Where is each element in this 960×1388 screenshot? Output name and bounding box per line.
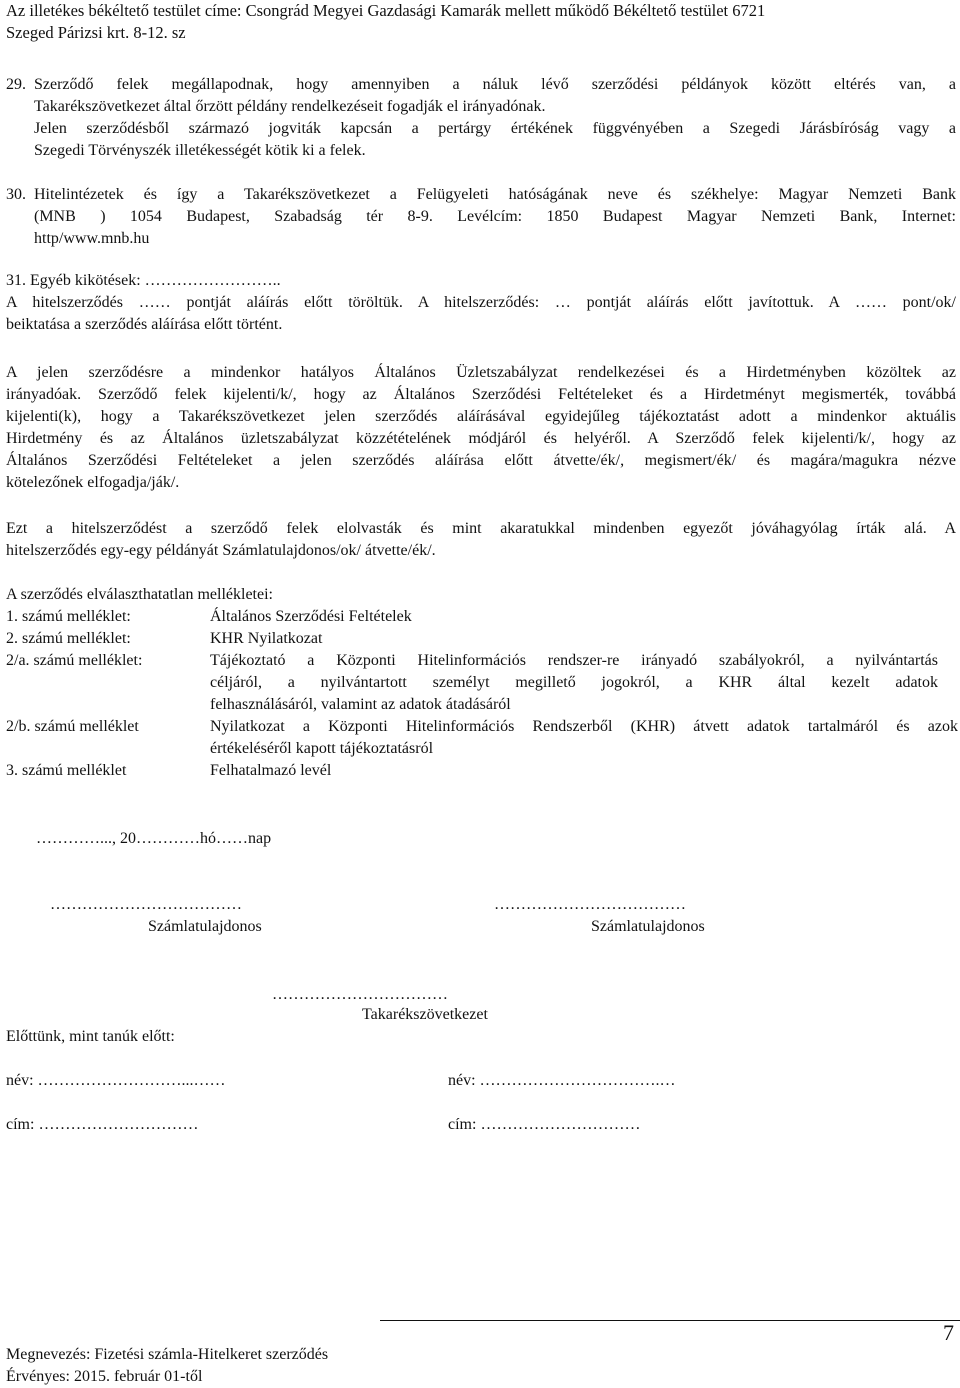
paragraph-line: Szerződő felek megállapodnak, hogy amennyiben a náluk lévő szerződési példányok között eltérés van, a (34, 76, 956, 93)
paragraph-line: Ezt a hitelszerződést a szerződő felek elolvasták és mint akaratukkal mindenben egyezőt jóváhagyólag írták alá. A (6, 520, 956, 537)
section-number: 30. (6, 186, 26, 203)
paragraph-line: http/www.mnb.hu (34, 230, 150, 247)
paragraph-line: Általános Szerződési Feltételeket a jelen szerződés aláírása előtt átvette/ék/, megismert/ék/ és magára/magukra nézve (6, 452, 956, 469)
witness-name-field: név: …………………………….… (448, 1072, 676, 1089)
paragraph-line: beiktatása a szerződés aláírása előtt történt. (6, 316, 283, 333)
annex-number: 2/a. számú melléklet: (6, 652, 143, 669)
signature-line: ……………………………… (50, 896, 242, 913)
paragraph-line: 31. Egyéb kikötések: …………………….. (6, 272, 281, 289)
annex-text: Nyilatkozat a Központi Hitelinformációs Rendszerből (KHR) átvett adatok tartalmáról és azok (210, 718, 958, 735)
annex-number: 2/b. számú melléklet (6, 718, 139, 735)
footer-divider (380, 1320, 960, 1321)
annex-text: Felhatalmazó levél (210, 762, 332, 779)
witness-intro: Előttünk, mint tanúk előtt: (6, 1028, 175, 1045)
page-number: 7 (943, 1320, 954, 1345)
annex-text: KHR Nyilatkozat (210, 630, 323, 647)
annex-text: céljáról, a nyilvántartott személyt megillető jogokról, a KHR által kezelt adatok (210, 674, 938, 691)
paragraph-line: hitelszerződés egy-egy példányát Számlatulajdonos/ok/ átvette/ék/. (6, 542, 436, 559)
annex-number: 3. számú melléklet (6, 762, 127, 779)
paragraph-line: A jelen szerződésre a mindenkor hatályos Általános Üzletszabályzat rendelkezései és a Hirdetményben közöltek az (6, 364, 956, 381)
paragraph-line: Hirdetmény és az Általános üzletszabályzat közzétételének módjáról és helyéről. A Szerződő felek kijelenti/k/, hogy az (6, 430, 956, 447)
paragraph-line: kijelenti(k), hogy a Takarékszövetkezet jelen szerződés aláírásával egyidejűleg tájékoztatást adott a mindenkor aktuális (6, 408, 956, 425)
paragraph-line: Takarékszövetkezet által őrzött példány rendelkezéseit fogadják el irányadónak. (34, 98, 546, 115)
annex-title: A szerződés elválaszthatatlan mellékletei: (6, 586, 273, 603)
paragraph-line: (MNB ) 1054 Budapest, Szabadság tér 8-9. Levélcím: 1850 Budapest Magyar Nemzeti Bank, Internet: (34, 208, 956, 225)
paragraph-line: irányadóak. Szerződő felek kijelenti/k/, hogy az Általános Szerződési Feltételeket és a Hirdetményt megismerték, továbbá (6, 386, 956, 403)
paragraph-line: kötelezőnek elfogadja/ják/. (6, 474, 180, 491)
signature-label: Számlatulajdonos (148, 918, 262, 935)
annex-text: Tájékoztató a Központi Hitelinformációs rendszer-re irányadó szabályokról, a nyilvántartás (210, 652, 938, 669)
header-line-1: Az illetékes békéltető testület címe: Csongrád Megyei Gazdasági Kamarák mellett működő Békéltető testület 6721 (6, 1, 766, 20)
annex-text: értékeléséről kapott tájékoztatásról (210, 740, 434, 757)
annex-number: 2. számú melléklet: (6, 630, 131, 647)
paragraph-line: Szegedi Törvényszék illetékességét kötik ki a felek. (34, 142, 366, 159)
witness-name-field: név: ………………………...…… (6, 1072, 226, 1089)
footer-validity: Érvényes: 2015. február 01-től (6, 1368, 203, 1385)
annex-number: 1. számú melléklet: (6, 608, 131, 625)
annex-text: felhasználásáról, valamint az adatok átadásáról (210, 696, 511, 713)
annex-text: Általános Szerződési Feltételek (210, 608, 412, 625)
paragraph-line: A hitelszerződés …… pontját aláírás előtt töröltük. A hitelszerződés: … pontját aláírás előtt javítottuk. A …… pont/ok/ (6, 294, 956, 311)
section-number: 29. (6, 76, 26, 93)
signature-label: Takarékszövetkezet (362, 1006, 488, 1023)
page-header (6, 0, 950, 44)
witness-address-field: cím: ………………………… (448, 1116, 641, 1133)
signature-line: …………………………… (272, 986, 448, 1003)
signature-line: ……………………………… (494, 896, 686, 913)
paragraph-line: Hitelintézetek és így a Takarékszövetkezet a Felügyeleti hatóságának neve és székhelye: Magyar Nemzeti Bank (34, 186, 956, 203)
witness-address-field: cím: ………………………… (6, 1116, 199, 1133)
signature-label: Számlatulajdonos (591, 918, 705, 935)
footer-document-name: Megnevezés: Fizetési számla-Hitelkeret szerződés (6, 1346, 329, 1363)
paragraph-line: Jelen szerződésből származó jogviták kapcsán a pertárgy értékének függvényében a Szegedi Járásbíróság vagy a (34, 120, 956, 137)
date-line: …………..., 20…………hó……nap (36, 830, 272, 847)
header-line-2: Szeged Párizsi krt. 8-12. sz (6, 23, 186, 42)
